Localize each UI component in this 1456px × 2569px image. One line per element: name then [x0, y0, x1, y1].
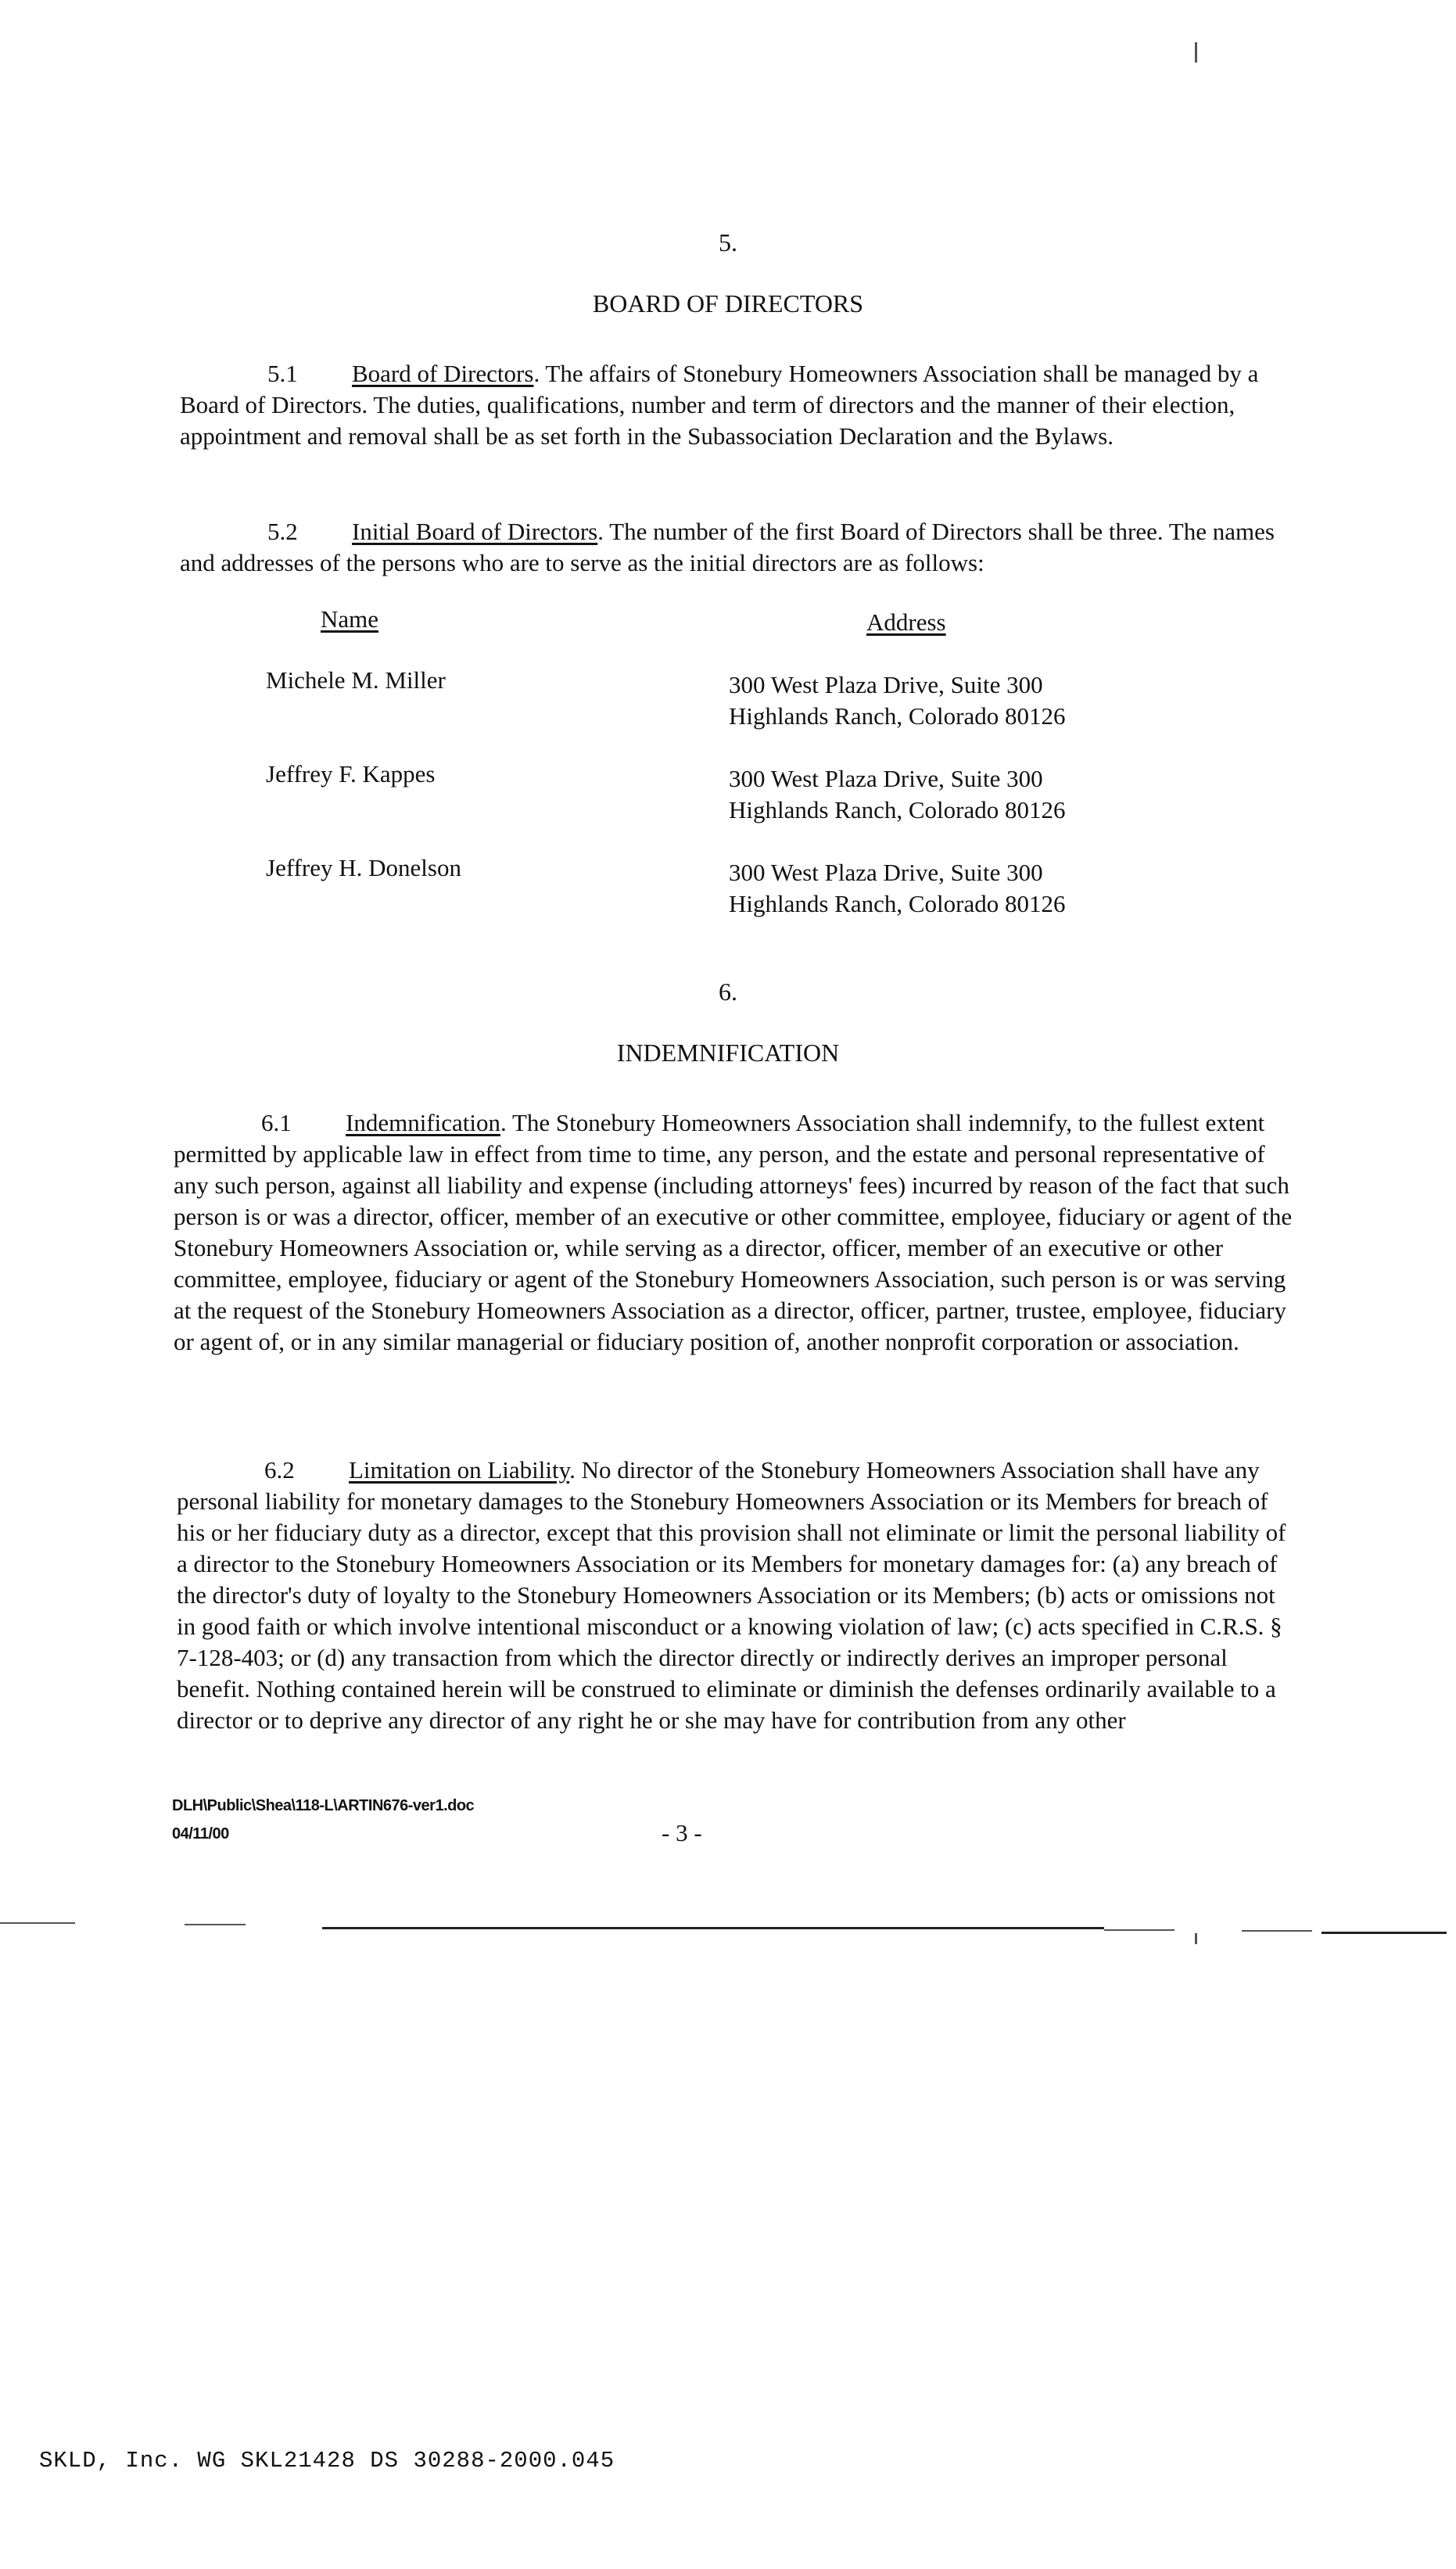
- document-stamp: SKLD, Inc. WG SKL21428 DS 30288-2000.045: [39, 2448, 615, 2474]
- footer-date: 04/11/00: [172, 1825, 229, 1842]
- paragraph-heading: Board of Directors: [352, 360, 534, 387]
- page-edge-mark: [1195, 1933, 1197, 1944]
- page-edge-line: [1242, 1930, 1312, 1932]
- paragraph-5-1: [180, 358, 1275, 452]
- paragraph-number: 6.1: [261, 1109, 292, 1136]
- paragraph-heading: Limitation on Liability: [349, 1456, 570, 1484]
- section-5-number: 5.: [719, 228, 737, 257]
- director-name: Michele M. Miller: [266, 666, 446, 694]
- section-6-title: INDEMNIFICATION: [616, 1039, 840, 1067]
- paragraph-6-2: [177, 1455, 1295, 1736]
- address-column-header: Address: [866, 608, 946, 636]
- paragraph-text: . No director of the Stonebury Homeowners Association shall have any personal liability for monetary damages to the Stonebury Homeowners Association or its Members for breach of his or her fiduciary duty as a director, except that this provision shall not eliminate or limit the personal liability of a director to the Stonebury Homeowners Association or its Members for monetary damages for: (a) any breach of the director's duty of loyalty to the Stonebury Homeowners Association or its Members; (b) acts or omissions not in good faith or which involve intentional misconduct or a knowing violation of law; (c) acts specified in C.R.S. § 7-128-403; or (d) any transaction from which the director directly or indirectly derives an improper personal benefit. Nothing contained herein will be construed to eliminate or diminish the defenses ordinarily available to a director or to deprive any director of any right he or she may have for contribution from any other: [177, 1456, 1286, 1734]
- address-line-1: 300 West Plaza Drive, Suite 300: [729, 859, 1043, 886]
- paragraph-5-2: [180, 516, 1282, 579]
- director-address: [729, 857, 1066, 920]
- paragraph-text: . The affairs of Stonebury Homeowners Association shall be managed by a Board of Directors. The duties, qualifications, number and term of directors and the manner of their election, appointment and removal shall be as set forth in the Subassociation Declaration and the Bylaws.: [180, 360, 1259, 450]
- page-edge-mark: [1195, 42, 1197, 63]
- paragraph-heading: Indemnification: [346, 1109, 500, 1136]
- director-name: Jeffrey F. Kappes: [266, 760, 436, 788]
- paragraph-6-1: [174, 1107, 1293, 1358]
- address-line-2: Highlands Ranch, Colorado 80126: [729, 890, 1066, 917]
- address-line-2: Highlands Ranch, Colorado 80126: [729, 796, 1066, 823]
- page-edge-line: [1104, 1929, 1174, 1931]
- section-6-number: 6.: [719, 978, 737, 1006]
- paragraph-heading: Initial Board of Directors: [352, 518, 598, 545]
- paragraph-number: 6.2: [264, 1456, 295, 1484]
- page-edge-line: [0, 1922, 75, 1924]
- paragraph-number: 5.2: [267, 518, 298, 545]
- paragraph-number: 5.1: [267, 360, 298, 387]
- paragraph-text: . The Stonebury Homeowners Association shall indemnify, to the fullest extent permitted by applicable law in effect from time to time, any person, and the estate and personal representative of any such person, against all liability and expense (including attorneys' fees) incurred by reason of the fact that such person is or was a director, officer, member of an executive or other committee, employee, fiduciary or agent of the Stonebury Homeowners Association or, while serving as a director, officer, member of an executive or other committee, employee, fiduciary or agent of the Stonebury Homeowners Association, such person is or was serving at the request of the Stonebury Homeowners Association as a director, officer, partner, trustee, employee, fiduciary or agent of, or in any similar managerial or fiduciary position of, another nonprofit corporation or association.: [174, 1109, 1293, 1355]
- page-edge-line: [1322, 1932, 1447, 1934]
- footer-file-path: DLH\Public\Shea\118-L\ARTIN676-ver1.doc: [172, 1797, 475, 1814]
- page-number: - 3 -: [662, 1819, 702, 1846]
- director-name: Jeffrey H. Donelson: [266, 854, 461, 881]
- director-address: [729, 763, 1066, 826]
- paragraph-text: . The number of the first Board of Directors shall be three. The names and addresses of the persons who are to serve as the initial directors are as follows:: [180, 518, 1275, 576]
- address-line-1: 300 West Plaza Drive, Suite 300: [729, 765, 1043, 792]
- address-line-2: Highlands Ranch, Colorado 80126: [729, 702, 1066, 730]
- page-edge-line: [322, 1927, 1104, 1929]
- director-address: [729, 669, 1066, 732]
- address-line-1: 300 West Plaza Drive, Suite 300: [729, 671, 1043, 698]
- section-5-title: BOARD OF DIRECTORS: [592, 289, 864, 318]
- name-column-header: Name: [321, 605, 379, 633]
- page-edge-line: [185, 1924, 246, 1925]
